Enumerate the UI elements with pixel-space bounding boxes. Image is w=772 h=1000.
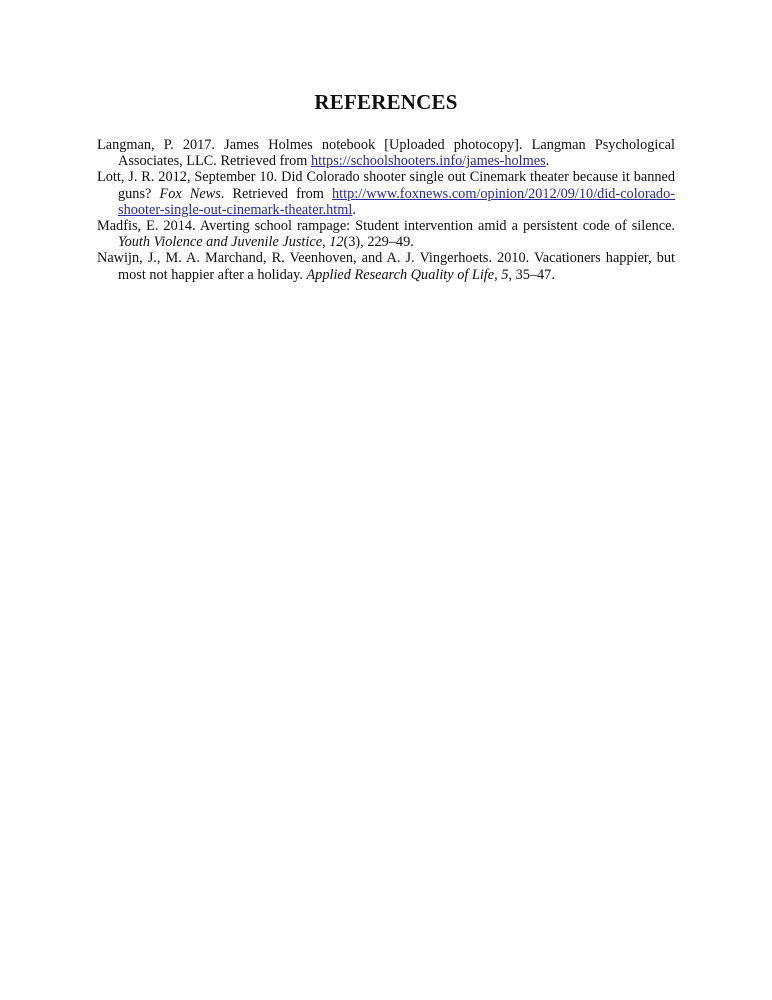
- reference-entry: [97, 137, 675, 169]
- reference-link[interactable]: http://www.foxnews.com/opinion/2012/09/10/did-colorado-shooter-single-out-cinemark-theater.html: [118, 185, 675, 218]
- reference-text: Nawijn, J., M. A. Marchand, R. Veenhoven, and A. J. Vingerhoets. 2010. Vacationers happier, but most not happier after a holiday.: [97, 250, 675, 283]
- reference-entry: [97, 218, 675, 250]
- reference-text: Madfis, E. 2014. Averting school rampage: Student intervention amid a persistent code of silence.: [97, 218, 675, 235]
- reference-source: Fox News: [159, 185, 221, 202]
- reference-entry: [97, 250, 675, 282]
- reference-text: Langman, P. 2017. James Holmes notebook [Uploaded photocopy]. Langman Psychological Associates, LLC. Retrieved from: [97, 137, 675, 170]
- reference-link[interactable]: https://schoolshooters.info/james-holmes: [310, 153, 546, 170]
- reference-text-mid: . Retrieved from: [220, 185, 333, 202]
- reference-list: [97, 137, 675, 283]
- reference-text-end: (3), 229–49.: [343, 234, 414, 251]
- reference-text: Lott, J. R. 2012, September 10. Did Colorado shooter single out Cinemark theater because it banned guns?: [97, 169, 675, 202]
- page-title: REFERENCES: [314, 90, 458, 114]
- reference-text-end: .: [352, 201, 356, 218]
- reference-source: Applied Research Quality of Life, 5: [306, 266, 509, 283]
- reference-source: Youth Violence and Juvenile Justice, 12: [118, 234, 344, 251]
- reference-text-end: , 35–47.: [508, 266, 555, 283]
- reference-text-end: .: [545, 153, 550, 170]
- reference-entry: [97, 169, 675, 218]
